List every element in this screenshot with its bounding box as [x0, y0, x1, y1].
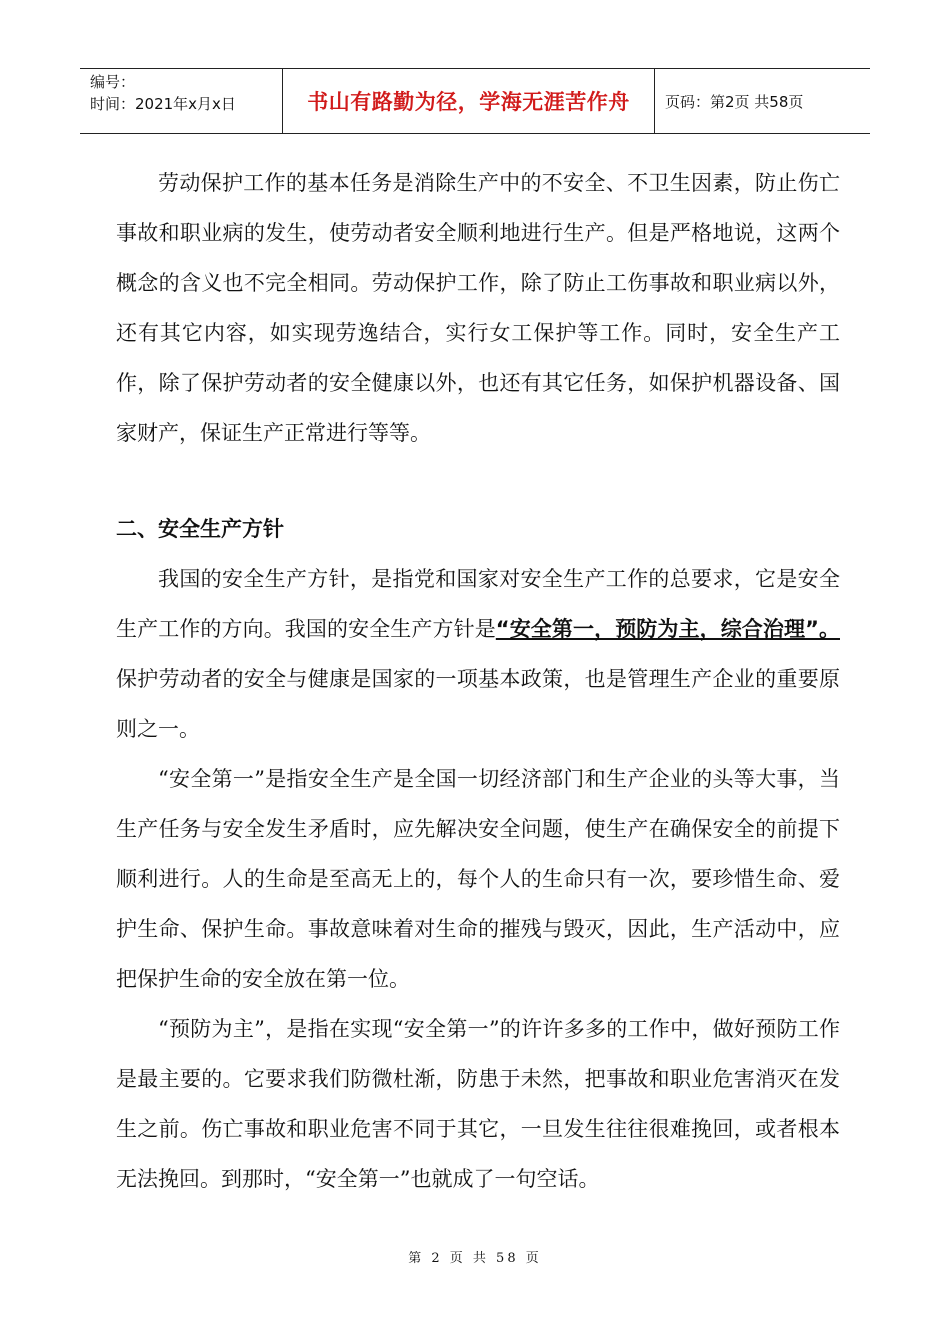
header-meta — [80, 69, 283, 133]
paragraph-labor-protection: 劳动保护工作的基本任务是消除生产中的不安全、不卫生因素，防止伤亡事故和职业病的发生，使劳动者安全顺利地进行生产。但是严格地说，这两个概念的含义也不完全相同。劳动保护工作，除了防止工伤事故和职业病以外，还有其它内容，如实现劳逸结合，实行女工保护等工作。同时，安全生产工作，除了保护劳动者的安全健康以外，也还有其它任务，如保护机器设备、国家财产，保证生产正常进行等等。 — [116, 171, 840, 445]
document-header — [80, 68, 870, 134]
page-footer: 第 2 页 共 58 页 — [408, 1251, 542, 1266]
document-date: 时间：2021年x月x日 — [90, 95, 236, 113]
header-motto-cell — [283, 69, 655, 133]
policy-text-lead: 我国的安全生产方针，是指党和国家对安全生产工作的总要求，它是安全生产工作的方向。我国的安全生产方针是 — [116, 567, 840, 641]
policy-text-tail: 保护劳动者的安全与健康是国家的一项基本政策，也是管理生产企业的重要原则之一。 — [116, 667, 840, 741]
paragraph-prevention-first: “预防为主”，是指在实现“安全第一”的许许多多的工作中，做好预防工作是最主要的。它要求我们防微杜渐，防患于未然，把事故和职业危害消灭在发生之前。伤亡事故和职业危害不同于其它，一旦发生往往很难挽回，或者根本无法挽回。到那时，“安全第一”也就成了一句空话。 — [116, 1017, 840, 1191]
header-page-code: 页码：第2页 共58页 — [665, 92, 804, 111]
header-motto: 书山有路勤为径，学海无涯苦作舟 — [307, 90, 630, 114]
paragraph-safety-first: “安全第一”是指安全生产是全国一切经济部门和生产企业的头等大事，当生产任务与安全发生矛盾时，应先解决安全问题，使生产在确保安全的前提下顺利进行。人的生命是至高无上的，每个人的生命只有一次，要珍惜生命、爱护生命、保护生命。事故意味着对生命的摧残与毁灭，因此，生产活动中，应把保护生命的安全放在第一位。 — [116, 767, 840, 991]
section-heading: 二、安全生产方针 — [116, 517, 284, 541]
policy-emphasis: “安全第一，预防为主，综合治理”。 — [495, 617, 840, 641]
document-number-label: 编号： — [90, 73, 136, 91]
header-page-cell — [655, 69, 870, 133]
document-body — [116, 158, 840, 1204]
paragraph-safety-policy — [116, 554, 840, 754]
paragraph-gap — [116, 458, 840, 504]
